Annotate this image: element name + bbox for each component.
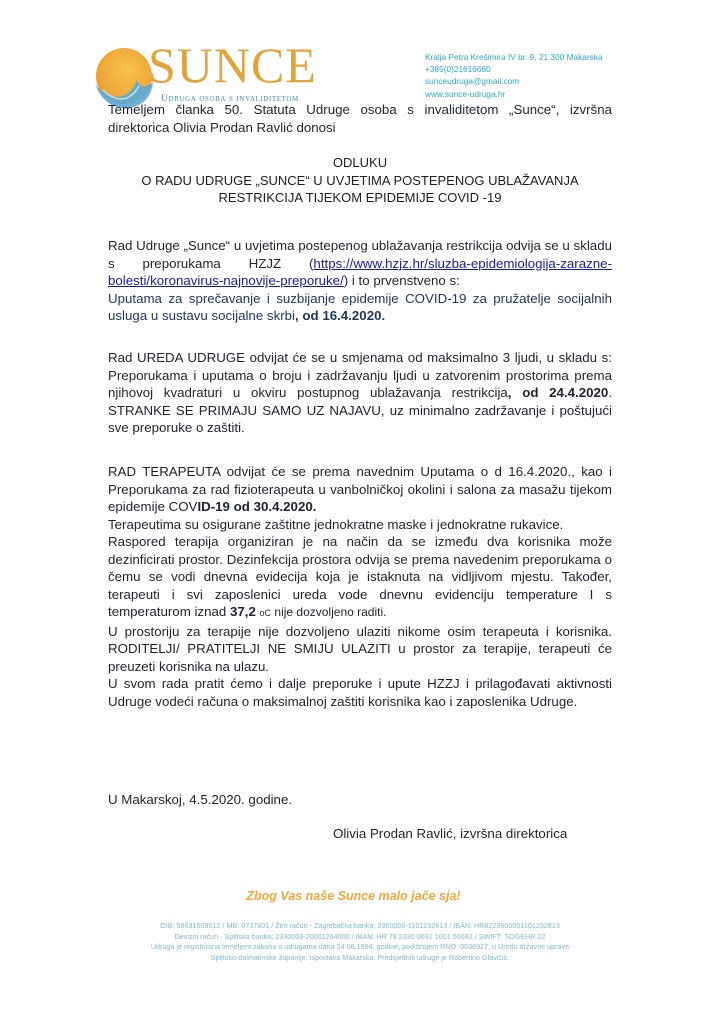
p1-text-c: Uputama za sprečavanje i suzbijanje epidemije COVID-19 za pružatelje socijalnih usluga u sustavu socijalne skrbi <box>108 290 612 323</box>
p3-text-a: RAD TERAPEUTA odvijat će se prema navednim Uputama o d 16.4.2020., kao i Preporukama za rad fizioterapeuta u vanbolničkoj okolini i salona za masažu tijekom epidemije COV <box>108 464 612 514</box>
footer-line-1: OIB: 58631509512 / MB: 0737801 / Žiro račun - Zagrebačka banka: 2360000-1101232813 / IBAN: HR8223600001101232813 <box>160 921 560 930</box>
p3-date: ID-19 od 30.4.2020. <box>197 499 317 514</box>
hzjz-link[interactable]: https://www.hzjz.hr/sluzba-epidemiologija-zarazne-bolesti/koronavirus-najnovije-preporuke/ <box>108 255 612 288</box>
footer-line-2: Devizni račun - Splitska banka: 2330003-20001264000 / IBAN: HR 78 2330 0031 1001 56682 / SWIFT: SOGEHR 22 <box>174 931 546 941</box>
paragraph-1 <box>108 237 612 325</box>
p1-date: , od 16.4.2020. <box>295 308 386 323</box>
logo-subtitle: Udruga osoba s invaliditetom <box>161 94 299 104</box>
footer-info <box>90 921 630 963</box>
signature: Olivia Prodan Ravlić, izvršna direktorica <box>333 826 568 841</box>
p3-sentence-follow: U svom rada pratit ćemo i dalje preporuke i upute HZZJ i prilagođavati aktivnosti Udruge vodeći računa o maksimalnoj zaštiti korisnika kao i zaposlenika Udruge. <box>108 676 612 709</box>
p3-text-not-allowed: nije dozvoljeno raditi. <box>271 605 387 619</box>
p3-sentence-entry: U prostoriju za terapije nije dozvoljeno ulaziti nikome osim terapeuta i korisnika. RODITELJI/ PRATITELJI NE SMIJU ULAZITI u prostor za terapije, terapeuti će preuzeti korisnika na ulazu. <box>108 623 612 674</box>
p2-text-a: Rad UREDA UDRUGE odvijat će se u smjenama od maksimalno 3 ljudi, u skladu s: Preporukama i uputama o broju i zadržavanju ljudi u zatvorenim prostorima prema njihovoj kvadraturi u okviru postupnog ublažavanja restrikcija <box>108 350 612 400</box>
p1-text-a: Rad Udruge „Sunce“ u uvjetima postepenog ublažavanja restrikcija odvija se u skladu s preporukama HZJZ ( <box>108 238 612 271</box>
place-date: U Makarskoj, 4.5.2020. godine. <box>108 792 293 807</box>
p2-text-c: . STRANKE SE PRIMAJU SAMO UZ NAJAVU, uz minimalno zadržavanje i poštujući sve preporuke o zaštiti. <box>108 385 613 435</box>
title-line-1: ODLUKU <box>332 155 388 170</box>
contact-address: Kralja Petra Krešimira IV br. 9, 21 300 Makarska <box>425 52 603 62</box>
paragraph-2 <box>108 349 612 437</box>
title-line-2: O RADU UDRUGE „SUNCE“ U UVJETIMA POSTEPENOG UBLAŽAVANJA <box>141 172 579 188</box>
footer-line-4: Splitsko-dalmatinske županije, Ispostava Makarska. Predsjednik udruge je Robertino Glavičić. <box>210 952 510 962</box>
p3-temperature-unit: oC <box>259 608 272 618</box>
intro-paragraph: Temeljem članka 50. Statuta Udruge osoba s invaliditetom „Sunce“, izvršna direktorica Olivia Prodan Ravlić donosi <box>108 102 612 135</box>
paragraph-3 <box>108 463 612 710</box>
document-title <box>108 154 612 207</box>
p1-text-b: ) i to prvenstveno s: <box>343 273 460 288</box>
title-line-3: RESTRIKCIJA TIJEKOM EPIDEMIJE COVID -19 <box>218 190 502 205</box>
p2-date: , od 24.4.2020 <box>507 385 609 400</box>
logo-name: SUNCE <box>148 37 317 93</box>
contact-website[interactable]: www.sunce-udruga.hr <box>425 88 506 99</box>
footer-line-3: Udruga je registrirana temeljem zakona o udrugama dana 24.06.1994. godine, pod brojem RNO: 0036927, u Uredu državne uprave <box>150 942 570 951</box>
p3-sentence-masks: Terapeutima su osigurane zaštitne jednokratne maske i jednokratne rukavice. <box>108 516 564 532</box>
p3-text-disinfection: Raspored terapija organiziran je na način da se između dva korisnika može dezinficirati prostor. Dezinfekcija prostora odvija se prema navedenim preporukama o čemu se vodi dnevna evidecija koja je istaknuta na vidljivom mjestu. Također, terapeuti i svi zaposlenici ureda vode dnevnu evidenciju temperature I s temperaturom iznad <box>108 534 612 619</box>
footer-slogan: Zbog Vas naše Sunce malo jače sja! <box>246 889 461 903</box>
contact-email[interactable]: sunceudruga@gmail.com <box>425 76 520 87</box>
p3-temperature: 37,2 <box>229 604 256 619</box>
contact-block <box>425 51 603 100</box>
contact-phone: +385(0)21616660 <box>425 64 491 75</box>
